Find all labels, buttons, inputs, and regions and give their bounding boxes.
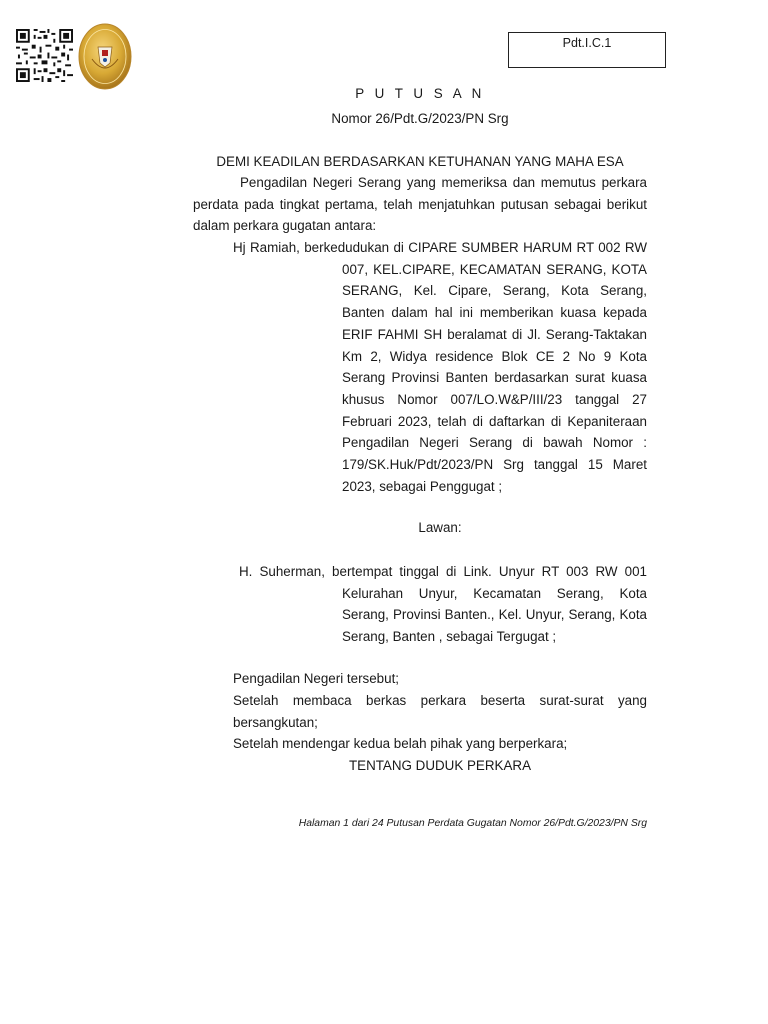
tergugat-text: H. Suherman, bertempat tinggal di Link. Unyur RT 003 RW 001 Kelurahan Unyur, Kecamatan Serang, Kota Serang, Provinsi Banten., Kel. Unyur, Serang, Kota Serang, Banten , sebagai Tergugat ; xyxy=(239,564,647,645)
document-code-box xyxy=(508,32,666,68)
intro-text: Pengadilan Negeri Serang yang memeriksa dan memutus perkara perdata pada tingkat pertama, telah menjatuhkan putusan sebagai berikut dalam perkara gugatan antara: xyxy=(193,175,647,234)
document-code: Pdt.I.C.1 xyxy=(562,36,612,50)
qr-code-icon xyxy=(16,29,73,82)
intro-paragraph xyxy=(193,172,647,237)
demi-keadilan-heading: DEMI KEADILAN BERDASARKAN KETUHANAN YANG MAHA ESA xyxy=(216,154,624,169)
case-number: Nomor 26/Pdt.G/2023/PN Srg xyxy=(331,111,509,126)
court-seal-icon xyxy=(78,23,132,90)
lawan-label: Lawan: xyxy=(418,520,462,535)
penggugat-text: Hj Ramiah, berkedudukan di CIPARE SUMBER HARUM RT 002 RW 007, KEL.CIPARE, KECAMATAN SERANG, KOTA SERANG, Kel. Cipare, Serang, Kota Serang, Banten dalam hal ini memberikan kuasa kepada ERIF FAHMI SH beralamat di Jl. Serang-Taktakan Km 2, Widya residence Blok CE 2 No 9 Kota Serang Provinsi Banten berdasarkan surat kuasa khusus Nomor 007/LO.W&P/III/23 tanggal 27 Februari 2023, telah di daftarkan di Kepaniteraan Pengadilan Negeri Serang di bawah Nomor : 179/SK.Huk/Pdt/2023/PN Srg tanggal 15 Maret 2023, sebagai Penggugat ; xyxy=(233,240,647,494)
setelah-mendengar: Setelah mendengar kedua belah pihak yang berperkara; xyxy=(233,736,568,751)
page-footer: Halaman 1 dari 24 Putusan Perdata Gugatan Nomor 26/Pdt.G/2023/PN Srg xyxy=(298,818,647,829)
document-title: P U T U S A N xyxy=(355,86,485,101)
tergugat-paragraph xyxy=(239,561,647,648)
penggugat-paragraph xyxy=(233,237,647,497)
setelah-membaca: Setelah membaca berkas perkara beserta surat-surat yang bersangkutan; xyxy=(233,693,647,730)
tentang-duduk-perkara-heading: TENTANG DUDUK PERKARA xyxy=(348,758,532,773)
pengadilan-tersebut: Pengadilan Negeri tersebut; xyxy=(233,671,400,686)
